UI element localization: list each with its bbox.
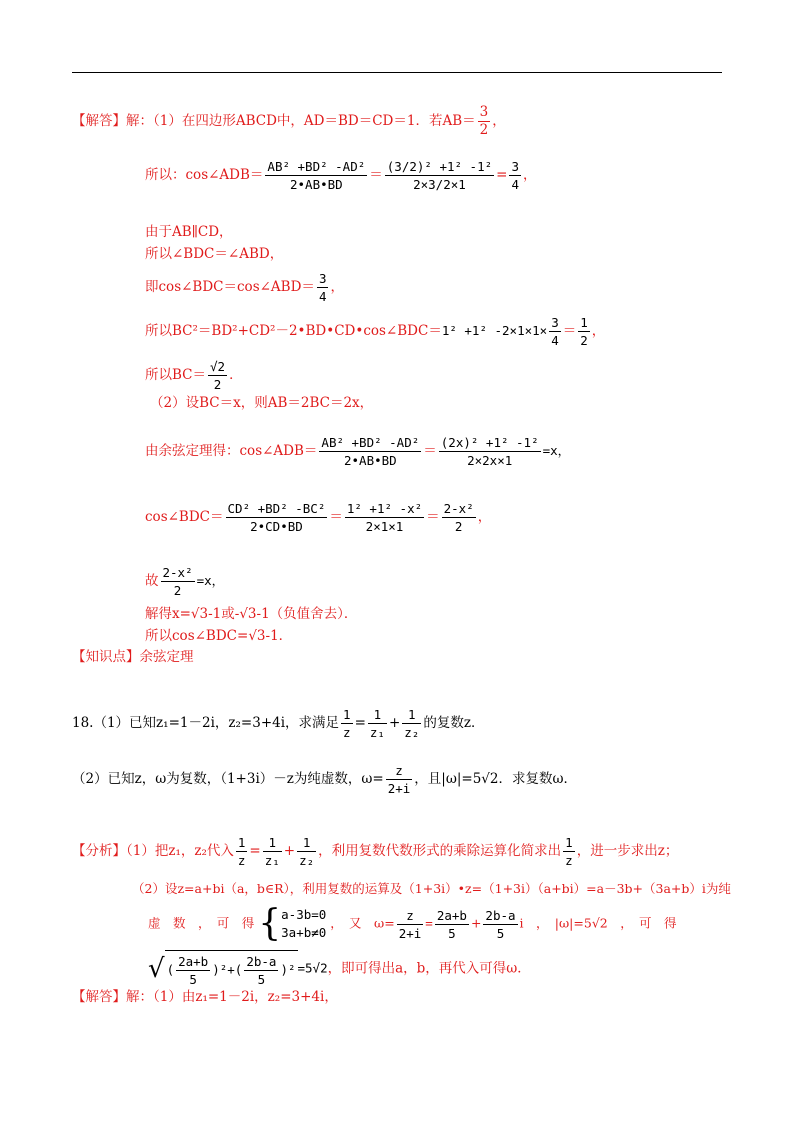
frac-num: 1 bbox=[237, 835, 246, 850]
sys-eq1: a-3b=0 bbox=[281, 907, 327, 922]
frac-den: z₁ bbox=[369, 725, 385, 740]
frac-2ba-5 bbox=[244, 953, 278, 988]
analysis-line4 bbox=[148, 950, 531, 988]
frac-num: 1 bbox=[580, 315, 588, 330]
a1-mid: ，利用复数代数形式的乘除运算化简求出 bbox=[318, 843, 562, 859]
frac-1-z1 bbox=[263, 834, 282, 869]
sep: ， bbox=[477, 509, 492, 525]
cos-bdc-lead: 即cos∠BDC＝cos∠ABD＝ bbox=[145, 279, 315, 295]
frac-den: z bbox=[343, 725, 351, 740]
frac-den: 2 bbox=[213, 377, 222, 392]
sep: ， bbox=[492, 113, 506, 129]
frac-z-2i bbox=[397, 907, 424, 942]
frac-den: 2•AB•BD bbox=[290, 177, 343, 192]
frac-den: 2×1×1 bbox=[365, 519, 404, 534]
bc2-lead: 所以BC²＝BD²+CD²－2•BD•CD•cos∠BDC＝ bbox=[145, 323, 442, 339]
q18-p2-end: ，且|ω|=5√2．求复数ω． bbox=[414, 771, 577, 787]
frac-2ab-5 bbox=[435, 907, 469, 942]
q18-p1-end: 的复数z． bbox=[423, 715, 485, 731]
frac-den: z₁ bbox=[264, 853, 280, 868]
brace-icon: { bbox=[258, 903, 282, 944]
frac-2ba-5 bbox=[483, 907, 517, 942]
frac-num: AB² +BD² -AD² bbox=[267, 159, 366, 174]
frac-den: 2×3/2×1 bbox=[413, 177, 466, 192]
sol17-p1: 解：（1）在四边形ABCD中，AD＝BD＝CD＝1．若AB＝ bbox=[126, 113, 476, 129]
sol18-text: 解：（1）由z₁=1－2i，z₂=3+4i， bbox=[126, 989, 338, 1005]
angle-eq-line: 所以∠BDC＝∠ABD， bbox=[145, 246, 284, 262]
a3-end: ，即可得出a，b，再代入可得ω． bbox=[327, 960, 531, 977]
knowledge-point bbox=[72, 647, 194, 667]
frac-num: 2a+b bbox=[436, 907, 467, 923]
frac-den: z₂ bbox=[299, 853, 315, 868]
bc-line bbox=[145, 358, 243, 393]
q18-p2-lead: （2）已知z，ω为复数，（1+3i）－z为纯虚数，ω= bbox=[72, 771, 384, 787]
frac-den: 5 bbox=[189, 972, 197, 987]
frac-den: 2•CD•BD bbox=[250, 519, 303, 534]
frac-1-z1 bbox=[368, 706, 387, 741]
answer-tag: 【解答】 bbox=[72, 113, 126, 129]
analysis-line2: （2）设z=a+bi（a，b∈R），利用复数的运算及（1+3i）•z=（1+3i）（a+bi）=a－3b+（3a+b）i为纯 bbox=[132, 881, 731, 896]
frac-den: 2 bbox=[479, 122, 489, 138]
frac-num: 3 bbox=[511, 159, 519, 174]
q18-part2 bbox=[72, 762, 577, 797]
frac-num: (2x)² +1² -1² bbox=[440, 435, 539, 450]
sqrt-expression: √ ( $\frac{2a+b}{5}$ )²+( $\frac{2b-a}{5}$ )² bbox=[148, 950, 298, 988]
frac-1-z bbox=[341, 706, 353, 741]
frac-num: AB² +BD² -AD² bbox=[321, 435, 420, 450]
frac-num: 1 bbox=[297, 834, 316, 852]
cos2-formula bbox=[226, 500, 328, 535]
frac-den: 5 bbox=[257, 972, 266, 987]
frac-num: 3 bbox=[479, 104, 489, 120]
frac-num: z bbox=[397, 907, 424, 925]
frac-den: 4 bbox=[511, 177, 519, 192]
frac-den: 5 bbox=[496, 925, 505, 941]
sol17-line1 bbox=[72, 104, 506, 139]
frac-1-z2 bbox=[297, 834, 316, 869]
frac-den: 2+i bbox=[387, 781, 411, 796]
a2-line2a: 虚 数 ， 可 得 bbox=[148, 915, 255, 931]
frac-den: 2 bbox=[580, 333, 588, 348]
frac-num: 2a+b bbox=[178, 954, 209, 969]
q18-part1: 18.（1）已知z₁=1－2i，z₂=3+4i，求满足 $\frac{1}{z}$ = $\frac{1}{\text{z₁}}$ + $\frac{1}{\text{z₂}}$ 的复数z． bbox=[72, 707, 485, 740]
sol18-line bbox=[72, 987, 338, 1007]
frac-den: 4 bbox=[551, 333, 559, 348]
header-rule bbox=[72, 72, 722, 73]
frac-3-4 bbox=[509, 158, 521, 193]
a1-end: ，进一步求出z； bbox=[576, 843, 679, 859]
sep: ， bbox=[591, 323, 606, 339]
frac-sqrt2-2 bbox=[208, 358, 227, 393]
frac-den: 5 bbox=[448, 925, 456, 941]
frac-num: CD² +BD² -BC² bbox=[227, 501, 326, 516]
frac-den: 2 bbox=[454, 519, 463, 534]
frac-den: z₂ bbox=[404, 725, 420, 740]
frac-den: 2•AB•BD bbox=[344, 453, 397, 468]
kp-tag: 【知识点】 bbox=[72, 649, 140, 665]
frac-3-4 bbox=[549, 314, 561, 349]
frac-num: 1 bbox=[263, 834, 282, 852]
frac-den: 2+i bbox=[398, 925, 422, 941]
part2-line: （2）设BC＝x，则AB＝2BC＝2x， bbox=[150, 395, 374, 411]
equation-system bbox=[281, 906, 326, 942]
cos-adb-line: 所以：cos∠ADB＝ $\frac{\text{AB² +BD² -AD²}}{2•AB•BD}$ ＝ $\frac{\text{(3/2)² +1² -1²}}{2\times 3/2\times 1}$ = $\frac{3}{4}$ ， bbox=[145, 159, 537, 192]
cos2-lead: cos∠BDC＝ bbox=[145, 509, 224, 525]
frac-num: 1 bbox=[343, 707, 351, 722]
frac-num: 2-x² bbox=[162, 565, 193, 580]
frac-num: 1 bbox=[565, 835, 573, 850]
kp-text: 余弦定理 bbox=[139, 649, 194, 665]
law-end: =x， bbox=[542, 443, 571, 458]
frac-1-z2 bbox=[402, 706, 421, 741]
gu-end: =x， bbox=[196, 573, 225, 588]
frac-den: 2 bbox=[173, 583, 182, 598]
frac-num: 2b-a bbox=[485, 907, 516, 923]
a2-line2b: ， 又 ω= bbox=[330, 915, 395, 931]
frac-num: 1 bbox=[368, 706, 387, 724]
frac-den: z bbox=[565, 853, 573, 868]
parallel-line: 由于AB∥CD， bbox=[145, 224, 233, 240]
frac-num: z bbox=[386, 762, 413, 780]
frac-num: 1 bbox=[402, 706, 421, 724]
law-line: 由余弦定理得：cos∠ADB＝ $\frac{\text{AB² +BD² -AD²}}{2•AB•BD}$ ＝ $\frac{\text{(2x)² +1² -1²}}{2\times 2x\times 1}$ =x， bbox=[145, 435, 571, 468]
sep: ， bbox=[522, 167, 537, 183]
cos2-res bbox=[442, 500, 476, 535]
frac-den: 2×2x×1 bbox=[467, 453, 513, 468]
gu-frac bbox=[161, 564, 195, 599]
gu-lead: 故 bbox=[145, 573, 159, 589]
frac-2ab-5 bbox=[176, 953, 210, 988]
frac-z-2i bbox=[386, 762, 413, 797]
bc2-expr: 1² +1² -2×1×1× bbox=[441, 323, 548, 338]
cos-bdc-line bbox=[145, 270, 344, 305]
w-eq: = bbox=[425, 915, 433, 931]
frac-1-z bbox=[563, 834, 575, 869]
bc-lead: 所以BC＝ bbox=[145, 367, 207, 383]
analysis-tag: 【分析】 bbox=[72, 843, 126, 859]
a2-line2c: i ， |ω|=5√2 ， 可 得 bbox=[519, 915, 677, 931]
frac-num: √2 bbox=[210, 359, 226, 374]
law-sub bbox=[439, 434, 541, 469]
cos2-sub bbox=[345, 500, 424, 535]
frac-num: 1² +1² -x² bbox=[346, 501, 423, 516]
cos-adb-lead: 所以：cos∠ADB＝ bbox=[145, 167, 264, 183]
answer-line: 所以cos∠BDC=√3-1． bbox=[145, 628, 293, 644]
frac-1-2 bbox=[578, 314, 590, 349]
sqrt-icon: √ bbox=[148, 954, 165, 984]
law-formula bbox=[319, 434, 421, 469]
cos-adb-sub bbox=[385, 158, 494, 193]
analysis-line3: 虚 数 ， 可 得 { a-3b=0 3a+b≠0 ， 又 ω= $\frac{z}{2+i}$ = $\frac{2a+b}{5}$ + $\frac{2b-a}{5}$ i ， |ω|=5√2 ， 可 得 bbox=[148, 903, 677, 944]
solve-line: 解得x=√3-1或-√3-1（负值舍去）． bbox=[145, 606, 358, 622]
a1-lead: （1）把z₁，z₂代入 bbox=[126, 843, 234, 859]
bc2-line: 所以BC²＝BD²+CD²－2•BD•CD•cos∠BDC＝1² +1² -2×1×1× $\frac{3}{4}$ ＝ $\frac{1}{2}$ ， bbox=[145, 315, 606, 348]
frac-den: 4 bbox=[318, 289, 327, 304]
frac-den: z bbox=[237, 853, 246, 868]
cos-adb-formula bbox=[265, 158, 367, 193]
analysis-line1: 【分析】（1）把z₁，z₂代入 $\frac{1}{z}$ = $\frac{1}{\text{z₁}}$ + $\frac{1}{\text{z₂}}$ ，利用复数代数形式的乘除运算化简求出 $\frac{1}{z}$ ，进一步求出z； bbox=[72, 835, 679, 868]
sol18-tag: 【解答】 bbox=[72, 989, 126, 1005]
frac-num: 3 bbox=[551, 315, 559, 330]
a3-eq: =5√2 bbox=[297, 960, 328, 976]
frac-3-2 bbox=[478, 104, 491, 139]
cos2-line: cos∠BDC＝ $\frac{\text{CD² +BD² -BC²}}{2•CD•BD}$ ＝ $\frac{\text{1² +1² -x²}}{2\times 1\times 1}$ ＝ $\frac{\text{2-x²}}{2}$ ， bbox=[145, 501, 492, 534]
law-lead: 由余弦定理得：cos∠ADB＝ bbox=[145, 443, 318, 459]
q18-p1-lead: 18.（1）已知z₁=1－2i，z₂=3+4i，求满足 bbox=[72, 715, 340, 731]
gu-line bbox=[145, 564, 224, 599]
sep: ， bbox=[330, 279, 344, 295]
frac-1-z bbox=[236, 834, 248, 869]
sys-eq2: 3a+b≠0 bbox=[281, 925, 327, 940]
frac-num: (3/2)² +1² -1² bbox=[386, 159, 493, 174]
frac-3-4 bbox=[317, 270, 329, 305]
sep: ． bbox=[229, 367, 243, 383]
frac-num: 2b-a bbox=[246, 954, 277, 969]
frac-num: 2-x² bbox=[443, 501, 474, 516]
frac-num: 3 bbox=[318, 271, 327, 286]
